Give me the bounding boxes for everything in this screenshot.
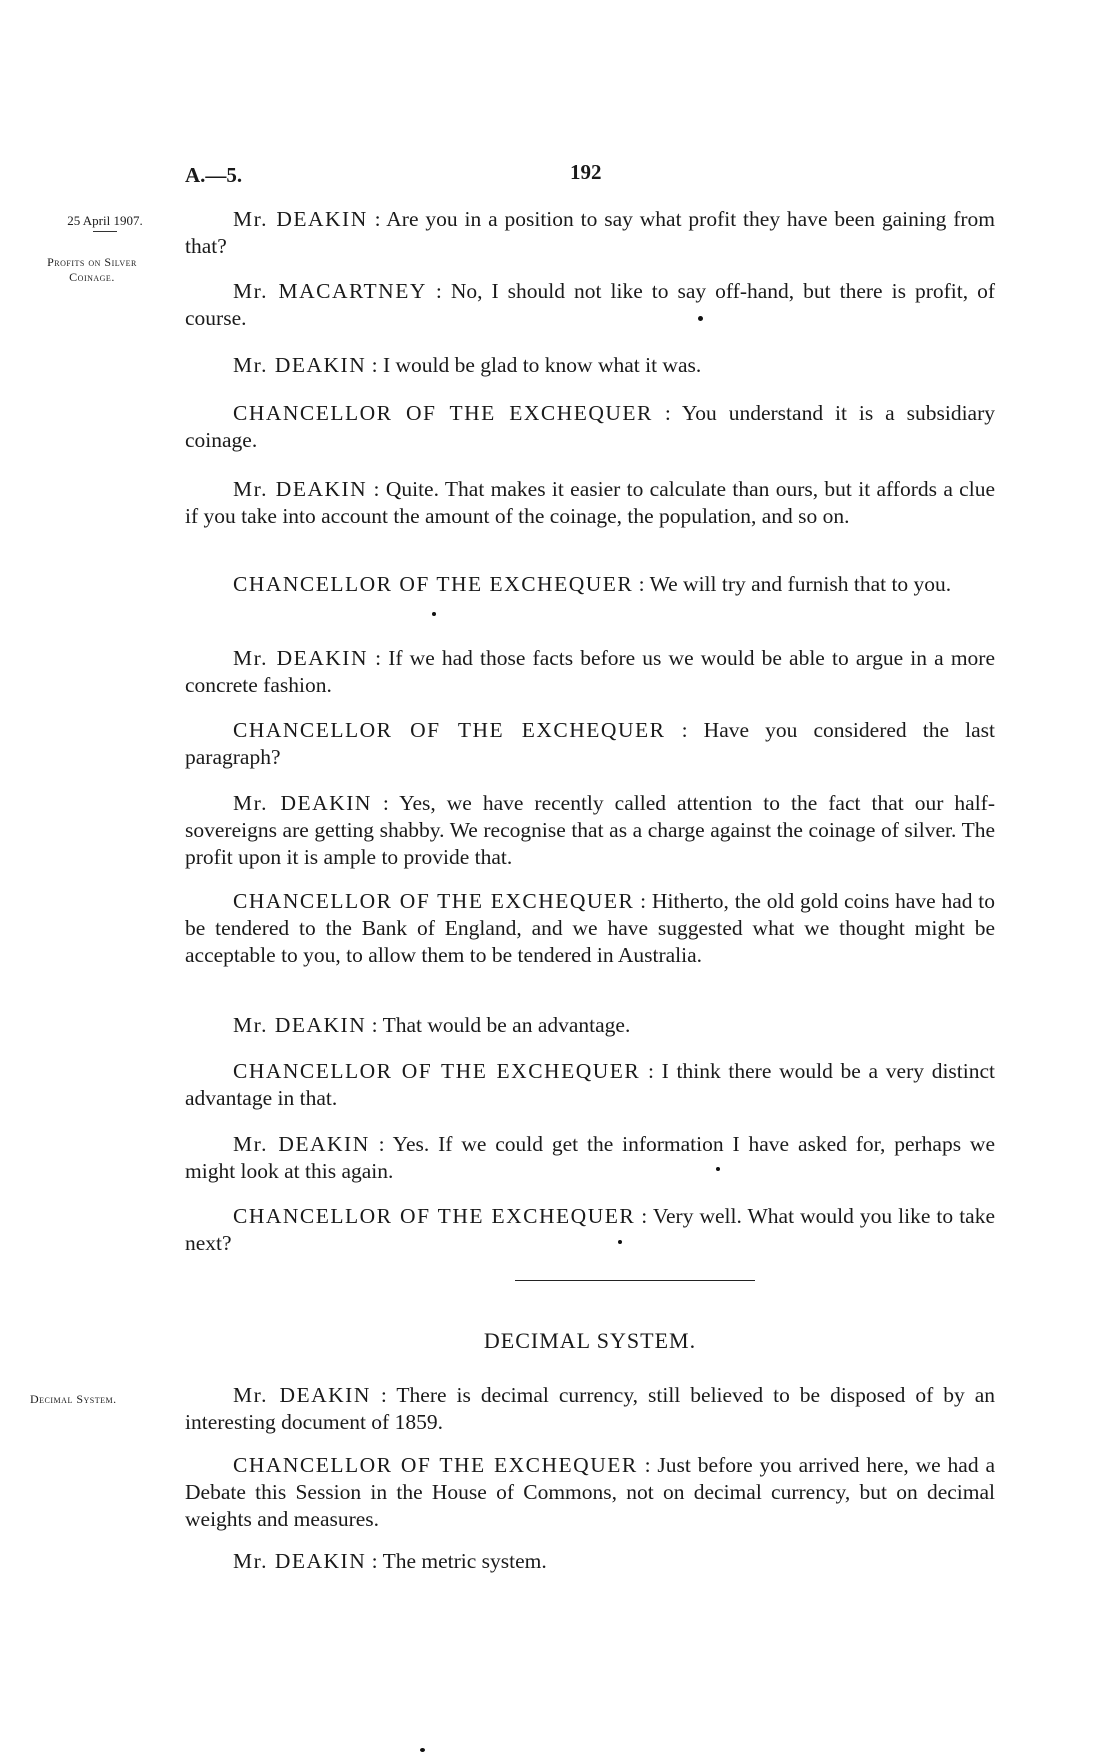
paragraph-3	[185, 352, 995, 379]
speaker: Mr. DEAKIN	[233, 1549, 367, 1573]
margin-note-profits-silver-coinage: Profits on Silver Coinage.	[47, 255, 137, 284]
speech: : That would be an advantage.	[371, 1013, 631, 1037]
margin-divider	[93, 231, 117, 232]
paragraph-7	[185, 645, 995, 699]
speech: : Are you in a position to say what profit they have been gaining from that?	[185, 207, 995, 258]
section-paragraph-3	[185, 1548, 995, 1575]
scan-speck	[420, 1748, 425, 1752]
paragraph-10	[185, 888, 995, 969]
speaker: Mr. DEAKIN	[233, 1013, 367, 1037]
paragraph-1	[185, 206, 995, 260]
speaker: Mr. DEAKIN	[233, 1383, 371, 1407]
speaker: Mr. MACARTNEY	[233, 279, 427, 303]
speech: : Yes. If we could get the information I have asked for, perhaps we might look at this again.	[185, 1132, 995, 1183]
paragraph-6	[185, 571, 995, 598]
speaker: CHANCELLOR OF THE EXCHEQUER	[233, 401, 653, 425]
scan-speck	[618, 1240, 622, 1244]
speaker: Mr. DEAKIN	[233, 1132, 370, 1156]
paragraph-12	[185, 1058, 995, 1112]
paragraph-11	[185, 1012, 995, 1039]
speaker: Mr. DEAKIN	[233, 207, 368, 231]
speech: : Quite. That makes it easier to calculate than ours, but it affords a clue if you take into account the amount of the coinage, the population, and so on.	[185, 477, 995, 528]
speaker: Mr. DEAKIN	[233, 646, 368, 670]
speech: : If we had those facts before us we would be able to argue in a more concrete fashion.	[185, 646, 996, 697]
speech: : Hitherto, the old gold coins have had to be tendered to the Bank of England, and we have suggested what we thought might be acceptable to you, to allow them to be tendered in Australia.	[185, 889, 995, 967]
speaker: CHANCELLOR OF THE EXCHEQUER	[233, 1204, 636, 1228]
page-number: 192	[570, 160, 602, 184]
scan-speck	[432, 612, 436, 616]
scan-speck	[698, 316, 703, 321]
speaker: CHANCELLOR OF THE EXCHEQUER	[233, 889, 635, 913]
speech: : Have you considered the last paragraph?	[185, 718, 995, 769]
section-heading: DECIMAL SYSTEM.	[483, 1328, 697, 1353]
paragraph-8	[185, 717, 995, 771]
page-series: A.—5.	[185, 163, 243, 187]
speaker: Mr. DEAKIN	[233, 353, 367, 377]
paragraph-14	[185, 1203, 995, 1257]
paragraph-9	[185, 790, 995, 871]
speaker: Mr. DEAKIN	[233, 477, 368, 501]
speech: : No, I should not like to say off-hand, but there is profit, of course.	[185, 279, 996, 330]
section-paragraph-1	[185, 1382, 995, 1436]
speech: : Just before you arrived here, we had a Debate this Session in the House of Commons, not on decimal currency, but on decimal weights and measures.	[185, 1453, 995, 1531]
scan-speck	[716, 1167, 720, 1171]
speaker: CHANCELLOR OF THE EXCHEQUER	[233, 718, 666, 742]
speech: : Yes, we have recently called attention to the fact that our half-sovereigns are getting shabby. We recognise that as a charge against the coinage of silver. The profit upon it is ample to provide that.	[185, 791, 995, 869]
margin-note-decimal-system: Decimal System.	[30, 1392, 117, 1406]
paragraph-4	[185, 400, 995, 454]
paragraph-5	[185, 476, 995, 530]
speech: : I would be glad to know what it was.	[371, 353, 702, 377]
speech: : There is decimal currency, still believed to be disposed of by an interesting document of 1859.	[185, 1383, 995, 1434]
section-paragraph-2	[185, 1452, 995, 1533]
speech: : I think there would be a very distinct advantage in that.	[185, 1059, 996, 1110]
section-divider	[515, 1280, 755, 1281]
margin-date-text: 25 April 1907.	[67, 213, 143, 228]
speech: : The metric system.	[371, 1549, 547, 1573]
speech: : You understand it is a subsidiary coinage.	[185, 401, 995, 452]
margin-date	[40, 213, 170, 237]
speech: : We will try and furnish that to you.	[638, 572, 952, 596]
speech: : Very well. What would you like to take next?	[185, 1204, 995, 1255]
speaker: CHANCELLOR OF THE EXCHEQUER	[233, 1059, 641, 1083]
speaker: CHANCELLOR OF THE EXCHEQUER	[233, 1453, 638, 1477]
paragraph-2	[185, 278, 995, 332]
speaker: CHANCELLOR OF THE EXCHEQUER	[233, 572, 634, 596]
speaker: Mr. DEAKIN	[233, 791, 372, 815]
paragraph-13	[185, 1131, 995, 1185]
